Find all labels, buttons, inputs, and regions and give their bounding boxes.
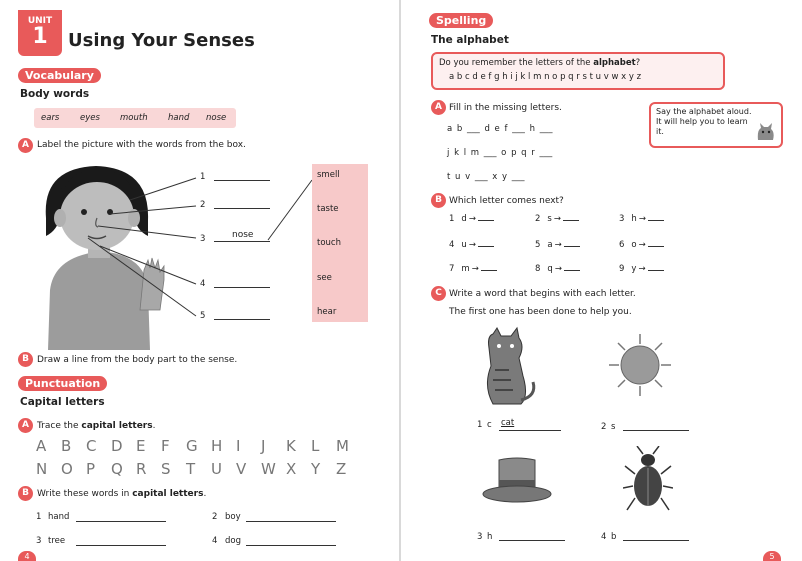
alphabet-heading: The alphabet <box>431 34 509 46</box>
arrow-right-icon: → <box>553 214 561 224</box>
next-item-4 <box>449 240 494 250</box>
caps-4-line[interactable] <box>246 545 336 546</box>
label-3-answer: nose <box>232 230 254 240</box>
next-item-number: 6 <box>619 240 625 250</box>
next-item-7 <box>449 264 497 274</box>
caps-2-num: 2 <box>212 512 218 522</box>
next-item-blank[interactable] <box>564 246 580 247</box>
next-item-2 <box>535 214 579 224</box>
tip-box <box>649 102 783 148</box>
caps-1-num: 1 <box>36 512 42 522</box>
caps-4-word: dog <box>225 536 241 546</box>
next-item-blank[interactable] <box>563 220 579 221</box>
label-3-line[interactable] <box>214 241 270 242</box>
pic-1-answer: cat <box>501 418 515 428</box>
next-item-letter: h <box>631 214 637 224</box>
hat-picture <box>481 456 553 506</box>
vocab-heading: Body words <box>20 88 90 100</box>
page-number-left: 4 <box>18 551 36 561</box>
pic-4-line[interactable] <box>623 540 689 541</box>
pic-2-num: 2 <box>601 422 607 432</box>
next-item-letter: s <box>547 214 552 224</box>
next-item-blank[interactable] <box>564 270 580 271</box>
exercise-b-text: Draw a line from the body part to the sense. <box>37 355 238 365</box>
unit-badge <box>18 10 62 56</box>
caps-4-num: 4 <box>212 536 218 546</box>
next-item-8 <box>535 264 580 274</box>
label-5-line[interactable] <box>214 319 270 320</box>
unit-label: UNIT <box>27 16 53 26</box>
pic-4-letter: b <box>611 532 617 542</box>
sense-smell[interactable]: smell <box>317 170 340 180</box>
next-item-number: 7 <box>449 264 455 274</box>
label-4-line[interactable] <box>214 287 270 288</box>
word-box <box>34 108 236 128</box>
label-1-num: 1 <box>200 172 206 182</box>
pic-4-num: 4 <box>601 532 607 542</box>
fill-row-3[interactable]: t u v ___ x y ___ <box>447 172 525 182</box>
unit-number: 1 <box>32 24 48 49</box>
left-page <box>0 0 399 561</box>
vocabulary-pill: Vocabulary <box>18 68 101 83</box>
next-item-number: 9 <box>619 264 625 274</box>
pic-1-num: 1 <box>477 420 483 430</box>
caps-3-word: tree <box>48 536 66 546</box>
sun-picture <box>609 334 671 396</box>
next-item-letter: a <box>547 240 553 250</box>
caps-2-word: boy <box>225 512 241 522</box>
word-mouth: mouth <box>120 113 148 123</box>
exercise-c-text: Write a word that begins with each letter. <box>449 289 636 299</box>
exercise-a-badge: A <box>18 138 33 153</box>
arrow-right-icon: → <box>554 240 562 250</box>
label-5-num: 5 <box>200 311 206 321</box>
beetle-picture <box>623 446 673 514</box>
trace-row-2: N O P Q R S T U V W X Y Z <box>36 460 347 478</box>
exercise-b-text-right: Which letter comes next? <box>449 196 564 206</box>
senses-box <box>312 164 368 322</box>
arrow-right-icon: → <box>468 240 476 250</box>
arrow-right-icon: → <box>638 240 646 250</box>
fill-row-1[interactable]: a b ___ d e f ___ h ___ <box>447 124 553 134</box>
pic-2-letter: s <box>611 422 616 432</box>
alphabet-box <box>431 52 725 90</box>
page-title: Using Your Senses <box>68 30 255 51</box>
next-item-blank[interactable] <box>648 270 664 271</box>
next-item-blank[interactable] <box>648 246 664 247</box>
girl-illustration <box>36 160 176 350</box>
exercise-a-text-right: Fill in the missing letters. <box>449 103 562 113</box>
next-item-3 <box>619 214 664 224</box>
exercise-b-badge: B <box>18 352 33 367</box>
caps-3-num: 3 <box>36 536 42 546</box>
word-eyes: eyes <box>80 113 100 123</box>
right-page <box>401 0 802 561</box>
caps-2-line[interactable] <box>246 521 336 522</box>
next-item-1 <box>449 214 494 224</box>
next-item-number: 4 <box>449 240 455 250</box>
exercise-a-text: Label the picture with the words from the box. <box>37 140 246 150</box>
sense-touch[interactable]: touch <box>317 238 341 248</box>
caps-3-line[interactable] <box>76 545 166 546</box>
next-item-blank[interactable] <box>478 220 494 221</box>
alphabet-question: Do you remember the letters of the alphabet? <box>439 58 641 68</box>
next-item-blank[interactable] <box>478 246 494 247</box>
punctuation-heading: Capital letters <box>20 396 105 408</box>
label-1-line[interactable] <box>214 180 270 181</box>
exercise-b2-badge: B <box>18 486 33 501</box>
label-4-num: 4 <box>200 279 206 289</box>
sense-hear[interactable]: hear <box>317 307 337 317</box>
next-item-blank[interactable] <box>481 270 497 271</box>
exercise-a2-text: Trace the capital letters. <box>37 421 156 431</box>
sense-taste[interactable]: taste <box>317 204 339 214</box>
label-2-line[interactable] <box>214 208 270 209</box>
next-item-number: 2 <box>535 214 541 224</box>
next-item-letter: y <box>631 264 637 274</box>
word-ears: ears <box>41 113 60 123</box>
fill-row-2[interactable]: j k l m ___ o p q r ___ <box>447 148 553 158</box>
cat-picture <box>479 326 539 406</box>
next-item-letter: q <box>547 264 553 274</box>
trace-row-1: A B C D E F G H I J K L M <box>36 437 349 455</box>
page-number-right: 5 <box>763 551 781 561</box>
next-item-5 <box>535 240 580 250</box>
sense-see[interactable]: see <box>317 273 332 283</box>
exercise-a-badge-right: A <box>431 100 446 115</box>
arrow-right-icon: → <box>638 264 646 274</box>
word-nose: nose <box>206 113 227 123</box>
alphabet-letters: a b c d e f g h i j k l m n o p q r s t u v w x y z <box>449 72 642 82</box>
caps-1-word: hand <box>48 512 70 522</box>
next-item-letter: o <box>631 240 637 250</box>
next-item-letter: d <box>461 214 467 224</box>
punctuation-pill: Punctuation <box>18 376 107 391</box>
pic-3-letter: h <box>487 532 493 542</box>
caps-1-line[interactable] <box>76 521 166 522</box>
exercise-c-badge: C <box>431 286 446 301</box>
next-item-9 <box>619 264 664 274</box>
next-item-number: 3 <box>619 214 625 224</box>
next-item-number: 1 <box>449 214 455 224</box>
label-3-num: 3 <box>200 234 206 244</box>
next-item-blank[interactable] <box>648 220 664 221</box>
label-2-num: 2 <box>200 200 206 210</box>
tip-text: Say the alphabet aloud. It will help you to learn it. <box>656 107 752 136</box>
arrow-right-icon: → <box>468 214 476 224</box>
pic-3-num: 3 <box>477 532 483 542</box>
next-item-number: 5 <box>535 240 541 250</box>
pic-3-line[interactable] <box>499 540 565 541</box>
exercise-b2-text: Write these words in capital letters. <box>37 489 207 499</box>
exercise-a2-badge: A <box>18 418 33 433</box>
next-item-letter: m <box>461 264 470 274</box>
next-item-letter: u <box>461 240 467 250</box>
word-hand: hand <box>168 113 190 123</box>
exercise-c-subtext: The first one has been done to help you. <box>449 307 632 317</box>
arrow-right-icon: → <box>471 264 479 274</box>
next-item-number: 8 <box>535 264 541 274</box>
pic-1-line[interactable] <box>499 430 561 431</box>
arrow-right-icon: → <box>554 264 562 274</box>
pic-1-letter: c <box>487 420 492 430</box>
cat-icon <box>755 122 777 142</box>
spelling-pill: Spelling <box>429 13 493 28</box>
arrow-right-icon: → <box>638 214 646 224</box>
exercise-b-badge-right: B <box>431 193 446 208</box>
pic-2-line[interactable] <box>623 430 689 431</box>
next-item-6 <box>619 240 664 250</box>
